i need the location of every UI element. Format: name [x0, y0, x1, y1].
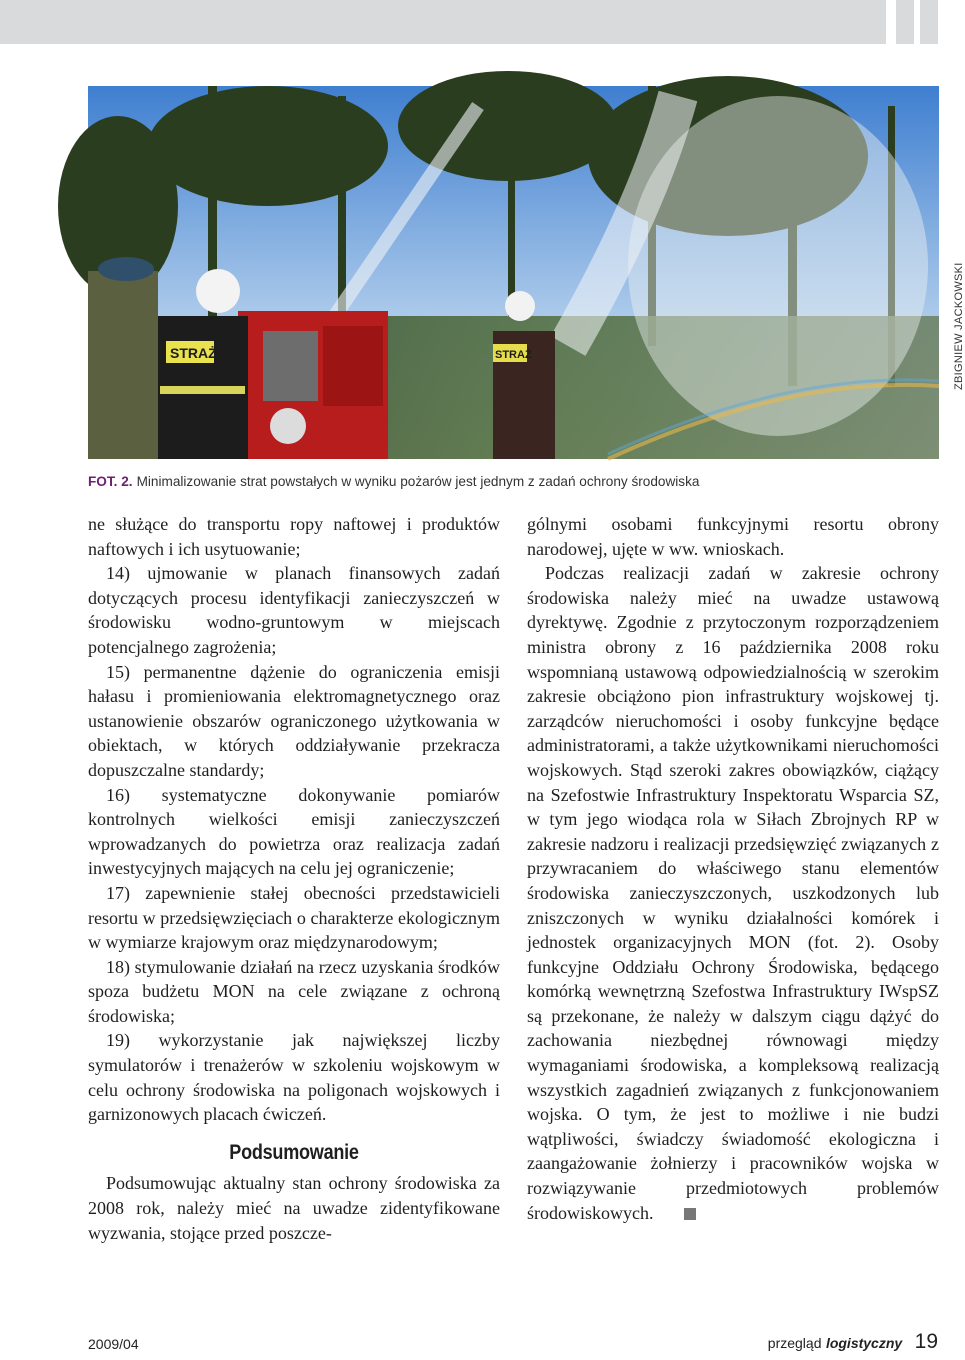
photo-credit: ZBIGNIEW JACKOWSKI: [953, 262, 965, 390]
photo-firefighters: [88, 86, 939, 459]
list-item: 18) stymulowanie działań na rzecz uzyskania środków spoza budżetu MON na cele związane z ochroną środowiska;: [88, 956, 500, 1026]
list-item: ne służące do transportu ropy naftowej i produktów naftowych i ich usytuowanie;: [88, 514, 500, 559]
caption-label: FOT. 2.: [88, 474, 133, 489]
footer-magazine: [768, 1330, 938, 1354]
photo-illustration: [88, 86, 939, 459]
soldier-figure: [88, 271, 158, 459]
end-of-article-icon: [684, 1208, 696, 1220]
left-column: [88, 512, 500, 1245]
header-stripe: [896, 0, 914, 44]
list-item: 15) permanentne dążenie do ograniczenia emisji hałasu i promieniowania elektromagnetycznego oraz ustanowienie obszarów ograniczonego użytkowania w obiektach, w których oddziaływanie przekracza dopuszczalne standardy;: [88, 661, 500, 780]
list-item: 19) wykorzystanie jak największej liczby symulatorów i trenażerów w szkoleniu wojskowym w celu ochrony środowiska na poligonach wojskowych i garnizonowych placach ćwiczeń.: [88, 1030, 500, 1125]
magazine-name-italic: logistyczny: [825, 1335, 903, 1351]
paragraph-text: Podczas realizacji zadań w zakresie ochrony środowiska należy mieć na uwadze ustawową dyrektywę. Zgodnie z przytoczonym rozporządzeniem ministra obrony z 16 października 2008 roku wspomnianą ustawową odpowiedzialnością w szerokim zakresie obciążono pion infrastruktury wojskowej tj. zarządców nieruchomości i osoby funkcyjne będące administratorami, a także użytkownikami nieruchomości wojskowych. Stąd szeroki zakres obowiązków, ciążący na Szefostwie Infrastruktury Inspektoratu Wsparcia SZ, w tym jego wiodąca rola w Siłach Zbrojnych RP w zakresie nadzoru i realizacji przedsięwzięć związanych z przywracaniem do właściwego stanu elementów środowiska zanieczyszczonych, uszkodzonych lub zniszczonych w wyniku działalności komórek i jednostek organizacyjnych MON (fot. 2). Osoby funkcyjne Oddziału Ochrony Środowiska, będącego komórką wewnętrzną Szefostwa Infrastruktury IWspSZ są przekonane, że należy w dalszym ciągu dążyć do zachowania niezbędnej równowagi między wymaganiami środowiska, a kompleksową realizacją wszystkich zagadnień związanych z funkcjonowaniem wojska. O tym, że jest to możliwe i nie budzi wątpliwości, świadczy świadomość ekologiczna i zaangażowanie żołnierzy i pracowników wojska w rozwiązywanie przedmiotowych problemów środowiskowych.: [527, 563, 939, 1223]
right-column: [527, 512, 939, 1225]
photo-caption: [88, 474, 948, 489]
list-item: 16) systematyczne dokonywanie pomiarów kontrolnych wielkości emisji zanieczyszczeń wprowadzanych do powietrza oraz realizacja zadań inwestycyjnych mających na celu jej ograniczenie;: [88, 784, 500, 879]
magazine-name: przegląd: [767, 1335, 822, 1351]
list-item: 14) ujmowanie w planach finansowych zadań dotyczących procesu identyfikacji zanieczyszczeń w środowisku wodno-gruntowym w miejscach potencjalnego zagrożenia;: [88, 563, 500, 657]
helmet-text: STRAŻ: [170, 345, 217, 361]
issue-number: 2009/04: [88, 1336, 139, 1352]
header-stripe: [920, 0, 938, 44]
page-number: 19: [914, 1330, 938, 1353]
summary-paragraph: Podsumowując aktualny stan ochrony środowiska za 2008 rok, należy mieć na uwadze zidentyfikowane wyzwania, stojące przed poszcze-: [88, 1173, 500, 1243]
header-bar: [0, 0, 886, 44]
list-item: 17) zapewnienie stałej obecności przedstawicieli resortu w przedsięwzięciach o charakterze ekologicznym w wymiarze krajowym oraz międzynarodowym;: [88, 882, 500, 953]
paragraph: gólnymi osobami funkcyjnymi resortu obrony narodowej, ujęte w ww. wnioskach.: [527, 514, 939, 559]
caption-text: Minimalizowanie strat powstałych w wyniku pożarów jest jednym z zadań ochrony środowiska: [136, 474, 700, 489]
helmet-text: STRAŻ: [495, 349, 532, 361]
section-heading: Podsumowanie: [229, 1140, 359, 1164]
paragraph: [527, 561, 939, 1225]
